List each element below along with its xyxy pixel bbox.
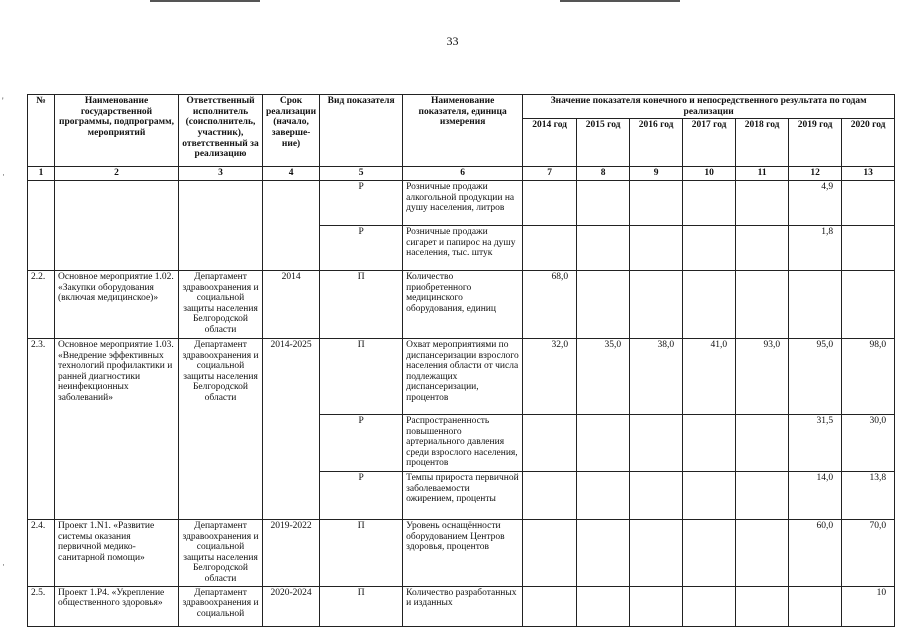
row-value: 35,0 [577,338,630,414]
row-value: 32,0 [523,338,577,414]
header-year: 2018 год [736,119,789,167]
indicators-table [27,94,895,627]
row-value: 98,0 [842,338,895,414]
column-number: 9 [630,167,683,181]
row-indicator: Распространенность повышенного артериального давления среди взрослого населения, процентов [403,414,523,471]
row-value [683,225,736,270]
header-year: 2015 год [577,119,630,167]
row-value [523,414,577,471]
row-name: Проект 1.Р4. «Укрепление общественного здоровья» [55,586,179,626]
row-value [523,225,577,270]
table-row [28,180,895,225]
row-value: 1,8 [789,225,842,270]
row-value: 38,0 [630,338,683,414]
row-value: 60,0 [789,519,842,586]
row-value: 95,0 [789,338,842,414]
header-no: № [28,95,55,167]
row-value [789,270,842,338]
row-value [630,225,683,270]
row-value [683,270,736,338]
row-indicator: Темпы прироста первичной заболеваемости ожирением, проценты [403,471,523,519]
row-responsible: Департамент здравоохранения и социальной [179,586,263,626]
row-value [736,586,789,626]
row-value [630,519,683,586]
header-type: Вид показателя [320,95,403,167]
row-term: 2020-2024 [263,586,320,626]
row-value [736,270,789,338]
row-value: 31,5 [789,414,842,471]
row-value [736,225,789,270]
row-value [630,270,683,338]
column-number: 13 [842,167,895,181]
row-value: 70,0 [842,519,895,586]
column-number: 10 [683,167,736,181]
row-value: 14,0 [789,471,842,519]
column-number: 8 [577,167,630,181]
row-type: Р [320,471,403,519]
row-value [630,414,683,471]
header-year: 2020 год [842,119,895,167]
row-name: Основное мероприятие 1.02. «Закупки оборудования (включая медицинское)» [55,270,179,338]
header-responsible: Ответственный исполнитель (соисполнитель, участник), ответственный за реализацию [179,95,263,167]
column-number: 11 [736,167,789,181]
header-values-group: Значение показателя конечного и непосредственного результата по годам реализации [523,95,895,119]
row-indicator: Розничные продажи сигарет и папирос на душу населения, тыс. штук [403,225,523,270]
column-number: 6 [403,167,523,181]
column-number: 2 [55,167,179,181]
row-value [789,586,842,626]
margin-mark: ' [2,96,4,106]
header-term: Срок реализации (начало, заверше-ние) [263,95,320,167]
table-row [28,338,895,414]
row-number: 2.2. [28,270,55,338]
row-value [842,225,895,270]
row-indicator: Охват мероприятиями по диспансеризации взрослого населения области от числа подлежащих диспансеризации, процентов [403,338,523,414]
header-year: 2016 год [630,119,683,167]
row-type: П [320,338,403,414]
row-value [577,225,630,270]
row-value [523,586,577,626]
row-value [577,519,630,586]
row-value [630,586,683,626]
row-value [523,471,577,519]
row-value [577,414,630,471]
column-numbers-row [28,167,895,181]
row-term: 2019-2022 [263,519,320,586]
row-value: 68,0 [523,270,577,338]
row-value [736,471,789,519]
row-value [577,180,630,225]
row-responsible: Департамент здравоохранения и социальной защиты населения Белгородской области [179,519,263,586]
row-term: 2014-2025 [263,338,320,519]
header-year: 2017 год [683,119,736,167]
column-number: 7 [523,167,577,181]
row-value: 93,0 [736,338,789,414]
row-value [683,180,736,225]
top-edge-line-2 [560,0,680,2]
table-row [28,519,895,586]
row-value [630,180,683,225]
row-term: 2014 [263,270,320,338]
column-number: 4 [263,167,320,181]
row-responsible: Департамент здравоохранения и социальной защиты населения Белгородской области [179,338,263,519]
row-value [683,519,736,586]
row-name [55,180,179,270]
row-type: Р [320,225,403,270]
row-responsible [179,180,263,270]
row-value: 41,0 [683,338,736,414]
page-number: 33 [446,34,459,48]
row-value [523,180,577,225]
row-value [577,586,630,626]
header-indicator: Наименование показателя, единица измерения [403,95,523,167]
row-name: Основное мероприятие 1.03. «Внедрение эффективных технологий профилактики и ранней диагностики неинфекционных заболеваний» [55,338,179,519]
row-number: 2.4. [28,519,55,586]
row-name: Проект 1.N1. «Развитие системы оказания первичной медико-санитарной помощи» [55,519,179,586]
table-row [28,586,895,626]
row-value [523,519,577,586]
margin-mark: · [2,170,5,180]
row-value: 10 [842,586,895,626]
row-number: 2.5. [28,586,55,626]
header-year: 2019 год [789,119,842,167]
row-term [263,180,320,270]
row-value [577,471,630,519]
row-number: 2.3. [28,338,55,519]
row-value [630,471,683,519]
column-number: 3 [179,167,263,181]
margin-mark: · [2,560,5,570]
row-type: П [320,270,403,338]
column-number: 5 [320,167,403,181]
row-value [577,270,630,338]
row-indicator: Количество разработанных и изданных [403,586,523,626]
top-edge-line-1 [150,0,260,2]
row-value [683,471,736,519]
column-number: 12 [789,167,842,181]
row-value [736,414,789,471]
column-number: 1 [28,167,55,181]
row-indicator: Розничные продажи алкогольной продукции на душу населения, литров [403,180,523,225]
row-responsible: Департамент здравоохранения и социальной защиты населения Белгородской области [179,270,263,338]
row-value [842,180,895,225]
row-value [683,414,736,471]
table-row [28,270,895,338]
row-value: 13,8 [842,471,895,519]
row-number [28,180,55,270]
header-row [28,95,895,119]
row-value [736,519,789,586]
row-indicator: Уровень оснащённости оборудованием Центров здоровья, процентов [403,519,523,586]
row-value: 30,0 [842,414,895,471]
row-indicator: Количество приобретенного медицинского оборудования, единиц [403,270,523,338]
row-value [842,270,895,338]
header-year: 2014 год [523,119,577,167]
row-type: П [320,586,403,626]
row-type: Р [320,414,403,471]
row-type: Р [320,180,403,225]
header-name: Наименование государственной программы, подпрограмм, мероприятий [55,95,179,167]
row-value [736,180,789,225]
row-type: П [320,519,403,586]
row-value: 4,9 [789,180,842,225]
row-value [683,586,736,626]
